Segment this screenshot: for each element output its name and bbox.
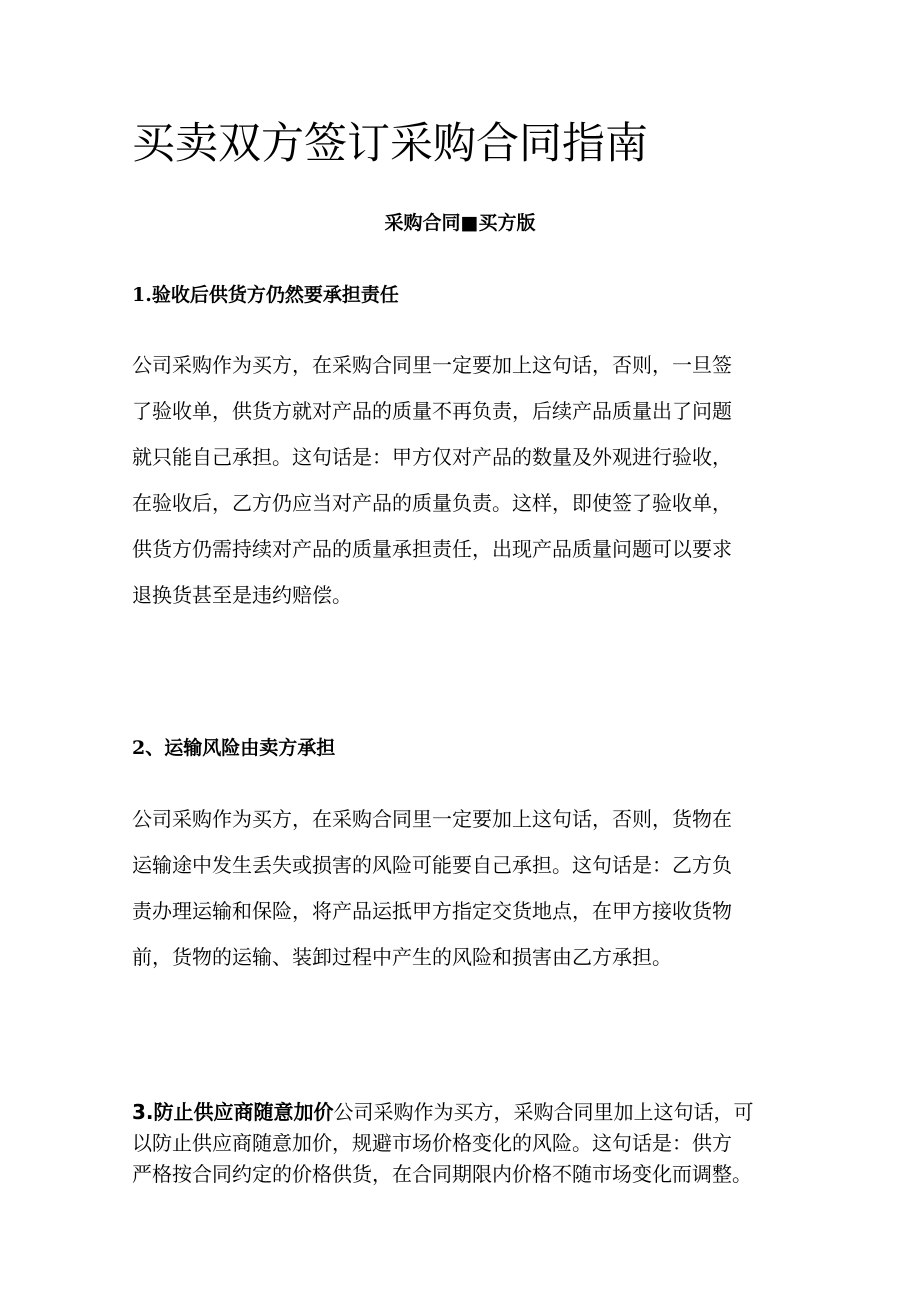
section-1-paragraph: [132, 342, 796, 618]
document-subtitle: 采购合同■买方版: [384, 212, 536, 234]
paragraph-line: 严格按合同约定的价格供货，在合同期限内价格不随市场变化而调整。: [132, 1162, 752, 1186]
paragraph-line: 责办理运输和保险，将产品运抵甲方指定交货地点，在甲方接收货物: [132, 899, 732, 923]
paragraph-line: 以防止供应商随意加价，规避市场价格变化的风险。这句话是：供方: [132, 1131, 732, 1155]
paragraph-line: 就只能自己承担。这句话是：甲方仅对产品的数量及外观进行验收，: [132, 445, 732, 469]
section-3-heading: [132, 1100, 334, 1124]
section-3-heading-text: 防止供应商随意加价: [153, 1100, 334, 1124]
section-2-number: 2: [132, 737, 146, 759]
section-2-heading: [132, 734, 335, 762]
paragraph-line: 在验收后，乙方仍应当对产品的质量负责。这样，即使签了验收单，: [132, 491, 732, 515]
paragraph-line: 公司采购作为买方，在采购合同里一定要加上这句话，否则，一旦签: [132, 353, 732, 377]
document-title: 买卖双方签订采购合同指南: [132, 119, 648, 169]
paragraph-line: 运输途中发生丢失或损害的风险可能要自己承担。这句话是：乙方负: [132, 853, 732, 877]
section-2-paragraph: [132, 796, 796, 980]
section-3-line-text: 公司采购作为买方，采购合同里加上这句话，可: [333, 1100, 754, 1124]
paragraph-line: 了验收单，供货方就对产品的质量不再负责，后续产品质量出了问题: [132, 399, 732, 423]
section-1-heading: [132, 281, 399, 309]
section-2-heading-text: 、运输风险由卖方承担: [145, 737, 336, 759]
paragraph-line: [132, 1097, 812, 1128]
section-1-number: 1.: [132, 284, 152, 306]
section-3-paragraph: [132, 1097, 812, 1190]
paragraph-line: 供货方仍需持续对产品的质量承担责任，出现产品质量问题可以要求: [132, 537, 732, 561]
section-1-heading-text: 验收后供货方仍然要承担责任: [151, 284, 399, 306]
paragraph-line: 公司采购作为买方，在采购合同里一定要加上这句话，否则，货物在: [132, 807, 732, 831]
paragraph-line: 前，货物的运输、装卸过程中产生的风险和损害由乙方承担。: [132, 945, 672, 969]
section-3-number: 3.: [132, 1100, 154, 1124]
paragraph-line: 退换货甚至是违约赔偿。: [132, 583, 352, 607]
